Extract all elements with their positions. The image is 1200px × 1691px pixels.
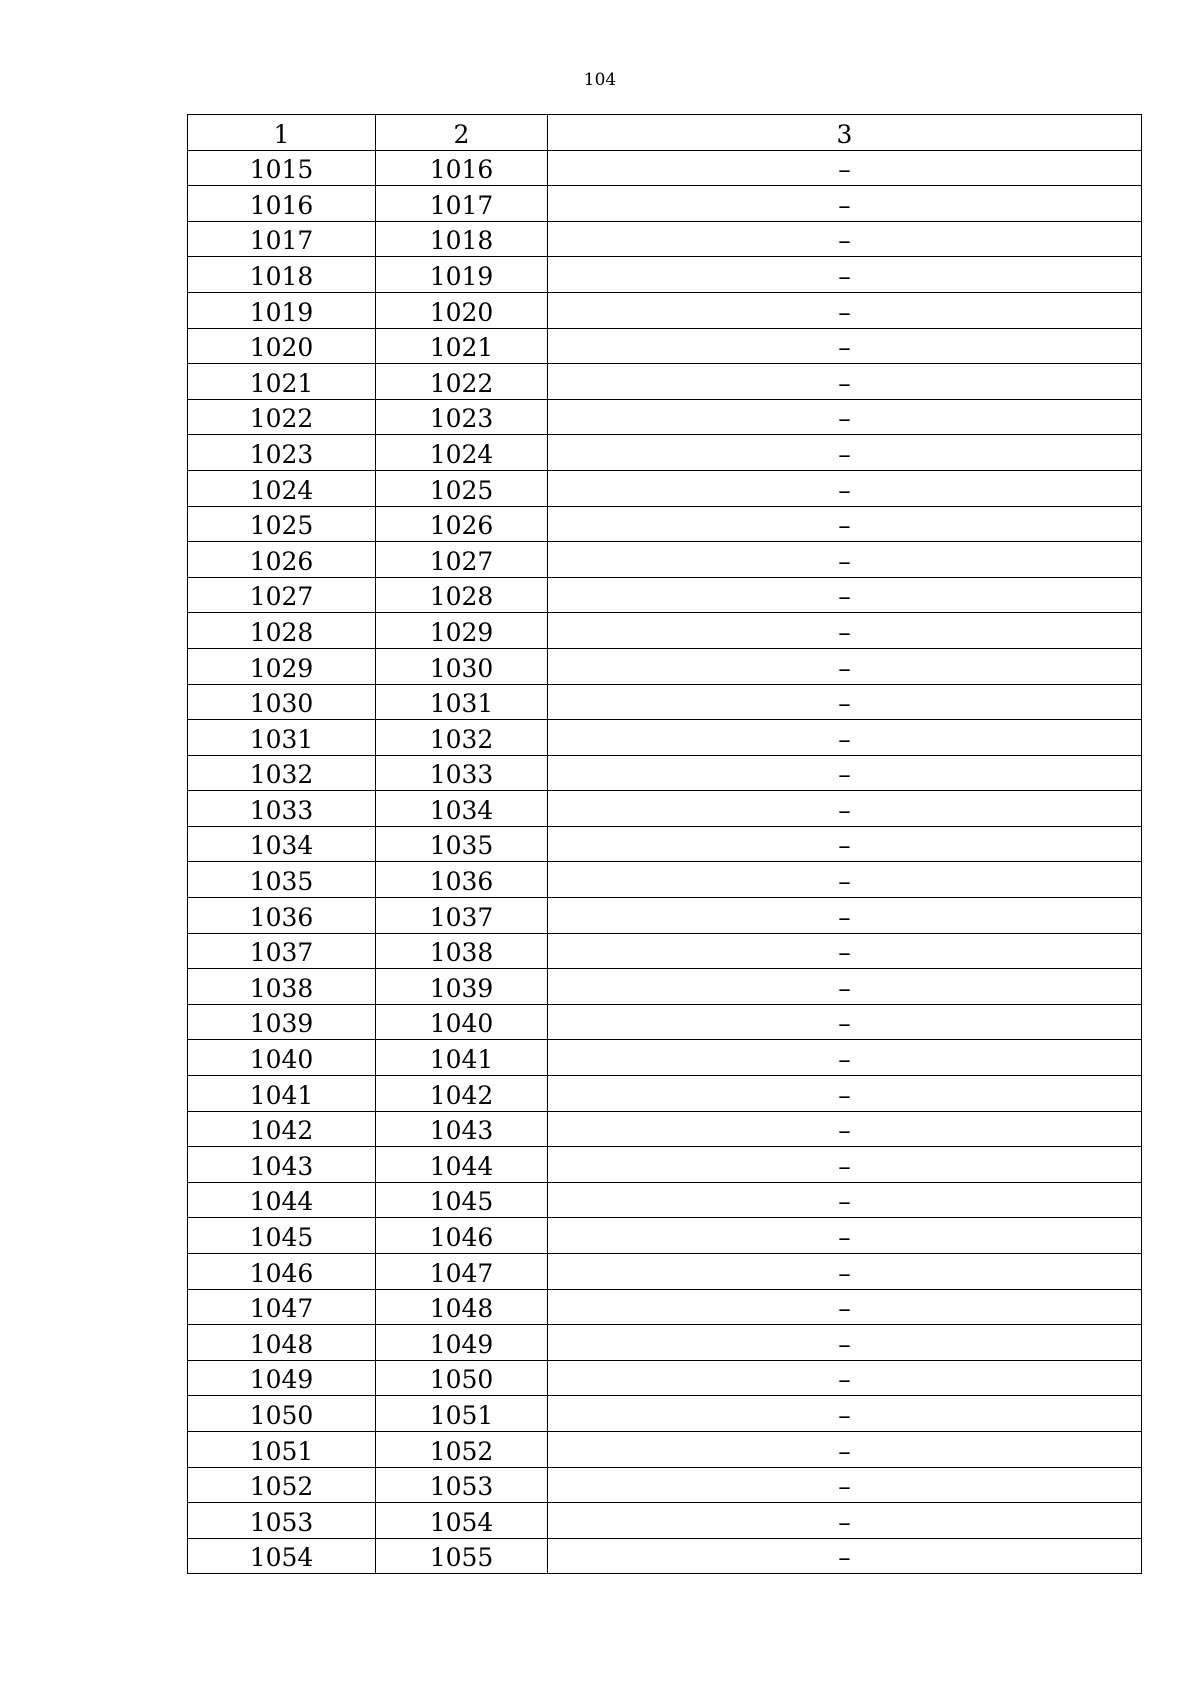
table-cell-col-3: – <box>548 470 1142 506</box>
table-header-row <box>188 115 1142 151</box>
table-row <box>188 150 1142 186</box>
table-cell-col-3: – <box>548 684 1142 720</box>
table-cell-col-2: 1042 <box>376 1076 548 1112</box>
data-table <box>187 114 1142 1574</box>
page-number: 104 <box>583 70 617 90</box>
table-cell-col-2: 1019 <box>376 257 548 293</box>
table-cell-col-1: 1038 <box>188 969 376 1005</box>
table-row <box>188 1111 1142 1147</box>
table-row <box>188 470 1142 506</box>
table-cell-col-2: 1022 <box>376 364 548 400</box>
table-cell-col-3: – <box>548 1289 1142 1325</box>
table-cell-col-1: 1051 <box>188 1431 376 1467</box>
table-cell-col-1: 1029 <box>188 648 376 684</box>
table-cell-col-1: 1021 <box>188 364 376 400</box>
table-cell-col-2: 1048 <box>376 1289 548 1325</box>
table-row <box>188 862 1142 898</box>
table-cell-col-1: 1036 <box>188 898 376 934</box>
table-cell-col-2: 1036 <box>376 862 548 898</box>
table-row <box>188 364 1142 400</box>
table-cell-col-1: 1054 <box>188 1538 376 1574</box>
table-cell-col-2: 1016 <box>376 150 548 186</box>
table-cell-col-3: – <box>548 435 1142 471</box>
table-row <box>188 1147 1142 1183</box>
table-row <box>188 1040 1142 1076</box>
table-cell-col-2: 1031 <box>376 684 548 720</box>
table-row <box>188 292 1142 328</box>
header-cell-2: 2 <box>376 115 548 151</box>
table-cell-col-3: – <box>548 364 1142 400</box>
table-cell-col-2: 1035 <box>376 826 548 862</box>
table-cell-col-1: 1024 <box>188 470 376 506</box>
table-cell-col-3: – <box>548 1182 1142 1218</box>
table-cell-col-1: 1033 <box>188 791 376 827</box>
table-cell-col-1: 1037 <box>188 933 376 969</box>
table-row <box>188 684 1142 720</box>
table-cell-col-2: 1044 <box>376 1147 548 1183</box>
table-row <box>188 1254 1142 1290</box>
table-cell-col-2: 1027 <box>376 542 548 578</box>
table-cell-col-3: – <box>548 1218 1142 1254</box>
table-cell-col-2: 1046 <box>376 1218 548 1254</box>
table-row <box>188 791 1142 827</box>
table-cell-col-2: 1037 <box>376 898 548 934</box>
table-cell-col-2: 1020 <box>376 292 548 328</box>
table-cell-col-3: – <box>548 898 1142 934</box>
table-cell-col-2: 1026 <box>376 506 548 542</box>
table-cell-col-1: 1044 <box>188 1182 376 1218</box>
table-row <box>188 898 1142 934</box>
table-cell-col-2: 1024 <box>376 435 548 471</box>
table-cell-col-1: 1045 <box>188 1218 376 1254</box>
table-cell-col-3: – <box>548 1254 1142 1290</box>
table-row <box>188 613 1142 649</box>
table-cell-col-2: 1040 <box>376 1004 548 1040</box>
table-cell-col-1: 1017 <box>188 221 376 257</box>
table-cell-col-1: 1041 <box>188 1076 376 1112</box>
table-cell-col-1: 1052 <box>188 1467 376 1503</box>
table-cell-col-2: 1047 <box>376 1254 548 1290</box>
table-cell-col-1: 1027 <box>188 577 376 613</box>
table-cell-col-3: – <box>548 1538 1142 1574</box>
table-cell-col-2: 1021 <box>376 328 548 364</box>
table-cell-col-2: 1034 <box>376 791 548 827</box>
table-cell-col-1: 1047 <box>188 1289 376 1325</box>
table-cell-col-1: 1031 <box>188 720 376 756</box>
table-cell-col-2: 1052 <box>376 1431 548 1467</box>
table-cell-col-1: 1039 <box>188 1004 376 1040</box>
table-cell-col-3: – <box>548 1004 1142 1040</box>
table-row <box>188 257 1142 293</box>
table-cell-col-2: 1051 <box>376 1396 548 1432</box>
table-cell-col-3: – <box>548 648 1142 684</box>
table-cell-col-3: – <box>548 1360 1142 1396</box>
table-cell-col-1: 1032 <box>188 755 376 791</box>
table-row <box>188 755 1142 791</box>
table-cell-col-2: 1018 <box>376 221 548 257</box>
table-cell-col-1: 1034 <box>188 826 376 862</box>
table-row <box>188 933 1142 969</box>
table-cell-col-2: 1023 <box>376 399 548 435</box>
table-cell-col-2: 1043 <box>376 1111 548 1147</box>
table-cell-col-2: 1054 <box>376 1503 548 1539</box>
table-cell-col-2: 1029 <box>376 613 548 649</box>
table-cell-col-1: 1022 <box>188 399 376 435</box>
table-cell-col-1: 1015 <box>188 150 376 186</box>
table-cell-col-1: 1020 <box>188 328 376 364</box>
table-cell-col-1: 1018 <box>188 257 376 293</box>
table-row <box>188 1218 1142 1254</box>
table-cell-col-3: – <box>548 1147 1142 1183</box>
table-cell-col-2: 1025 <box>376 470 548 506</box>
table-row <box>188 1360 1142 1396</box>
table-cell-col-1: 1049 <box>188 1360 376 1396</box>
table-cell-col-1: 1040 <box>188 1040 376 1076</box>
table-cell-col-1: 1042 <box>188 1111 376 1147</box>
table-cell-col-2: 1033 <box>376 755 548 791</box>
table-cell-col-1: 1053 <box>188 1503 376 1539</box>
table-cell-col-1: 1016 <box>188 186 376 222</box>
table-cell-col-3: – <box>548 791 1142 827</box>
table-cell-col-3: – <box>548 862 1142 898</box>
table-cell-col-3: – <box>548 755 1142 791</box>
header-cell-3: 3 <box>548 115 1142 151</box>
table-row <box>188 435 1142 471</box>
table-cell-col-3: – <box>548 1076 1142 1112</box>
table-cell-col-3: – <box>548 399 1142 435</box>
table-cell-col-1: 1043 <box>188 1147 376 1183</box>
table-cell-col-3: – <box>548 292 1142 328</box>
table-cell-col-1: 1035 <box>188 862 376 898</box>
table-row <box>188 1538 1142 1574</box>
table-cell-col-3: – <box>548 328 1142 364</box>
table-cell-col-1: 1025 <box>188 506 376 542</box>
table-row <box>188 969 1142 1005</box>
table-cell-col-3: – <box>548 506 1142 542</box>
table-cell-col-3: – <box>548 577 1142 613</box>
table-row <box>188 221 1142 257</box>
table-cell-col-3: – <box>548 186 1142 222</box>
table-cell-col-2: 1055 <box>376 1538 548 1574</box>
table-cell-col-3: – <box>548 150 1142 186</box>
table-row <box>188 1325 1142 1361</box>
table-cell-col-3: – <box>548 613 1142 649</box>
table-cell-col-3: – <box>548 1467 1142 1503</box>
table-row <box>188 506 1142 542</box>
table-cell-col-1: 1030 <box>188 684 376 720</box>
table-row <box>188 542 1142 578</box>
table-cell-col-2: 1028 <box>376 577 548 613</box>
table-cell-col-3: – <box>548 1111 1142 1147</box>
table-cell-col-3: – <box>548 720 1142 756</box>
table-row <box>188 577 1142 613</box>
table-row <box>188 1467 1142 1503</box>
table-cell-col-1: 1019 <box>188 292 376 328</box>
table-cell-col-3: – <box>548 542 1142 578</box>
table-cell-col-1: 1050 <box>188 1396 376 1432</box>
table-cell-col-3: – <box>548 933 1142 969</box>
table-row <box>188 720 1142 756</box>
table-cell-col-3: – <box>548 969 1142 1005</box>
header-cell-1: 1 <box>188 115 376 151</box>
table-cell-col-1: 1026 <box>188 542 376 578</box>
table-cell-col-2: 1045 <box>376 1182 548 1218</box>
table-cell-col-2: 1050 <box>376 1360 548 1396</box>
table-cell-col-2: 1049 <box>376 1325 548 1361</box>
table-cell-col-3: – <box>548 1396 1142 1432</box>
table-cell-col-3: – <box>548 257 1142 293</box>
table-body <box>188 115 1142 1574</box>
table-cell-col-3: – <box>548 1325 1142 1361</box>
table-cell-col-3: – <box>548 1503 1142 1539</box>
table-row <box>188 648 1142 684</box>
table-cell-col-1: 1023 <box>188 435 376 471</box>
table-row <box>188 1396 1142 1432</box>
table-cell-col-2: 1030 <box>376 648 548 684</box>
table-row <box>188 1503 1142 1539</box>
table-row <box>188 1431 1142 1467</box>
table-cell-col-2: 1039 <box>376 969 548 1005</box>
table-row <box>188 328 1142 364</box>
table-cell-col-2: 1053 <box>376 1467 548 1503</box>
table-cell-col-3: – <box>548 221 1142 257</box>
table-cell-col-2: 1032 <box>376 720 548 756</box>
table-cell-col-2: 1041 <box>376 1040 548 1076</box>
table-cell-col-2: 1038 <box>376 933 548 969</box>
table-row <box>188 826 1142 862</box>
table-cell-col-3: – <box>548 826 1142 862</box>
table-row <box>188 1004 1142 1040</box>
table-cell-col-3: – <box>548 1040 1142 1076</box>
table-row <box>188 1076 1142 1112</box>
table-row <box>188 186 1142 222</box>
table-cell-col-3: – <box>548 1431 1142 1467</box>
table-cell-col-1: 1048 <box>188 1325 376 1361</box>
table-cell-col-1: 1046 <box>188 1254 376 1290</box>
table-cell-col-1: 1028 <box>188 613 376 649</box>
table-cell-col-2: 1017 <box>376 186 548 222</box>
table-row <box>188 1182 1142 1218</box>
table-row <box>188 399 1142 435</box>
table-row <box>188 1289 1142 1325</box>
